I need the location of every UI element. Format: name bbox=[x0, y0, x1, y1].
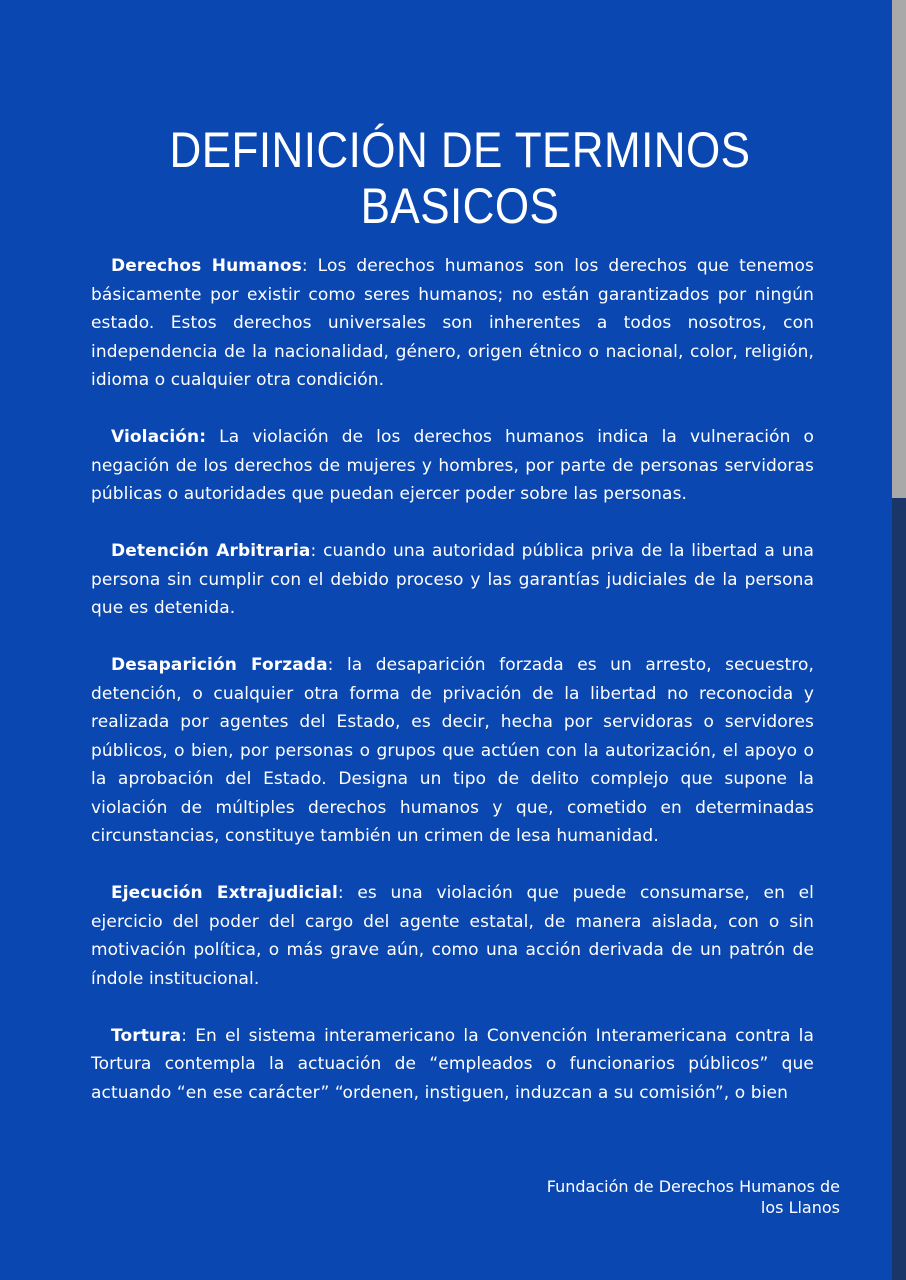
title-line-1: DEFINICIÓN DE TERMINOS bbox=[169, 121, 751, 178]
title-line-2: BASICOS bbox=[360, 177, 560, 234]
page-title bbox=[134, 122, 785, 234]
definition-text: es una violación que puede consumarse, en el ejercicio del poder del cargo del agente estatal, de manera aislada, con o sin motivación política, o más grave aún, como una acción derivada de un patrón de índole institucional. bbox=[91, 883, 814, 989]
footer-line-2: los Llanos bbox=[760, 1198, 840, 1217]
definition-separator: : bbox=[301, 256, 308, 276]
definition-term: Derechos Humanos bbox=[111, 256, 302, 276]
footer-organization bbox=[520, 1176, 840, 1218]
definition-term: Ejecución Extrajudicial bbox=[111, 883, 338, 903]
definition-text: La violación de los derechos humanos indica la vulneración o negación de los derechos de mujeres y hombres, por parte de personas servidoras públicas o autoridades que puedan ejercer poder sobre las personas. bbox=[91, 427, 814, 504]
definition-desaparicion-forzada bbox=[91, 651, 814, 851]
definition-term: Violación: bbox=[111, 427, 207, 447]
definition-term: Desaparición Forzada bbox=[111, 655, 328, 675]
footer-line-1: Fundación de Derechos Humanos de bbox=[546, 1177, 840, 1196]
definition-text: En el sistema interamericano la Convención Interamericana contra la Tortura contempla la actuación de “empleados o funcionarios públicos” que actuando “en ese carácter” “ordenen, instiguen, induzcan a su comisión”, o bien bbox=[91, 1025, 814, 1103]
definition-separator: : bbox=[181, 1025, 188, 1046]
definition-separator: : bbox=[310, 541, 317, 561]
definition-ejecucion-extrajudicial bbox=[91, 879, 814, 993]
definition-separator: : bbox=[327, 655, 334, 675]
definition-term: Tortura bbox=[111, 1025, 182, 1046]
scrollbar-thumb[interactable] bbox=[892, 0, 906, 498]
definition-detencion-arbitraria bbox=[91, 537, 814, 623]
definition-text: Los derechos humanos son los derechos que tenemos básicamente por existir como seres humanos; no están garantizados por ningún estado. Estos derechos universales son inherentes a todos nosotros, con independencia de la nacionalidad, género, origen étnico o nacional, color, religión, idioma o cualquier otra condición. bbox=[91, 256, 815, 390]
definition-term: Detención Arbitraria bbox=[111, 541, 311, 561]
definition-separator: : bbox=[337, 883, 344, 903]
definitions-list bbox=[91, 252, 814, 1136]
definition-derechos-humanos bbox=[91, 252, 814, 395]
scrollbar-track[interactable] bbox=[892, 498, 906, 1280]
definition-tortura bbox=[91, 1022, 814, 1108]
definition-text: cuando una autoridad pública priva de la libertad a una persona sin cumplir con el debido proceso y las garantías judiciales de la persona que es detenida. bbox=[91, 541, 814, 618]
definition-text: la desaparición forzada es un arresto, secuestro, detención, o cualquier otra forma de privación de la libertad no reconocida y realizada por agentes del Estado, es decir, hecha por servidoras o servidores públicos, o bien, por personas o grupos que actúen con la autorización, el apoyo o la aprobación del Estado. Designa un tipo de delito complejo que supone la violación de múltiples derechos humanos y que, cometido en determinadas circunstancias, constituye también un crimen de lesa humanidad. bbox=[91, 655, 815, 846]
definition-violacion bbox=[91, 423, 814, 509]
